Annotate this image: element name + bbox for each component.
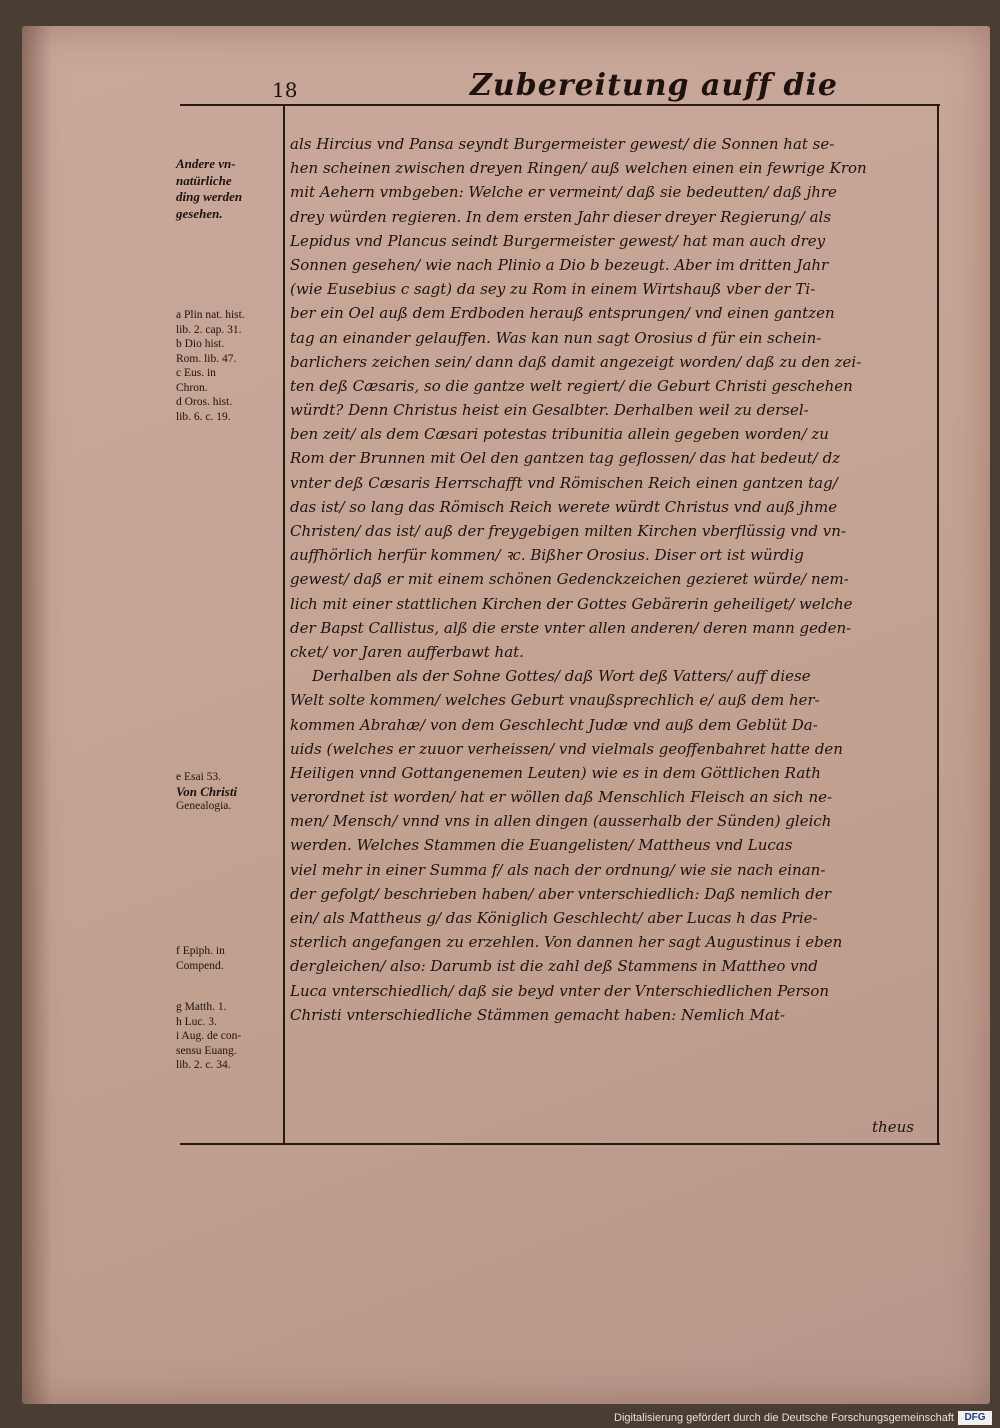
marginal-line: Von Christi xyxy=(176,783,238,799)
text-line: ber ein Oel auß dem Erdboden herauß entsprungen/ vnd einen gantzen xyxy=(290,304,835,323)
text-line: Sonnen gesehen/ wie nach Plinio a Dio b bezeugt. Aber im dritten Jahr xyxy=(290,255,829,274)
text-line: ben zeit/ als dem Cæsari potestas tribunitia allein gegeben worden/ zu xyxy=(290,425,829,444)
text-line: barlichers zeichen sein/ dann daß damit angezeigt worden/ daß zu den zei- xyxy=(290,352,862,371)
main-text-column xyxy=(290,132,936,1027)
marginal-note-2 xyxy=(176,308,276,424)
marginal-line: Chron. xyxy=(176,381,208,394)
marginal-line: lib. 2. c. 34. xyxy=(176,1059,231,1071)
marginal-line: d Oros. hist. xyxy=(176,396,233,408)
running-head: Zubereitung auff die xyxy=(470,68,838,103)
marginal-line: Andere vn- xyxy=(176,156,236,171)
marginal-note-1 xyxy=(176,156,276,222)
marginal-line: i Aug. de con- xyxy=(176,1030,242,1042)
bottom-rule xyxy=(180,1143,940,1145)
marginal-line: h Luc. 3. xyxy=(176,1015,217,1028)
text-line: tag an einander gelauffen. Was kan nun sagt Orosius d für ein schein- xyxy=(290,328,822,347)
text-line: Lepidus vnd Plancus seindt Burgermeister gewest/ hat man auch drey xyxy=(290,231,826,250)
right-rule xyxy=(937,104,939,1144)
marginal-note-3 xyxy=(176,770,276,814)
margin-divider-rule xyxy=(283,106,285,1144)
marginal-line: sensu Euang. xyxy=(176,1044,237,1057)
text-line: der Bapst Callistus, alß die erste vnter allen anderen/ deren mann geden- xyxy=(290,618,852,637)
text-line: (wie Eusebius c sagt) da sey zu Rom in einem Wirtshauß vber der Ti- xyxy=(290,280,816,299)
dfg-logo: DFG xyxy=(958,1411,992,1425)
text-line: cket/ vor Jaren aufferbawt hat. xyxy=(290,642,524,661)
marginal-line: Compend. xyxy=(176,959,224,972)
marginal-line: c Eus. in xyxy=(176,367,216,379)
text-line: mit Aehern vmbgeben: Welche er vermeint/ daß sie bedeutten/ daß jhre xyxy=(290,183,837,202)
text-line: Rom der Brunnen mit Oel den gantzen tag geflossen/ das hat bedeut/ dz xyxy=(290,449,841,468)
text-line: uids (welches er zuuor verheissen/ vnd vielmals geoffenbahret hatte den xyxy=(290,739,843,758)
marginal-line: f Epiph. in xyxy=(176,945,225,957)
marginal-line: ding werden xyxy=(176,189,243,204)
catchword: theus xyxy=(872,1118,914,1136)
text-line: würdt? Denn Christus heist ein Gesalbter. Derhalben weil zu dersel- xyxy=(290,401,809,420)
marginal-line: natürliche xyxy=(176,172,232,188)
text-line: men/ Mensch/ vnnd vns in allen dingen (ausserhalb der Sünden) gleich xyxy=(290,812,832,831)
marginal-line: lib. 6. c. 19. xyxy=(176,410,231,423)
footer-credit: Digitalisierung gefördert durch die Deutsche Forschungsgemeinschaft xyxy=(614,1412,954,1424)
text-line: werden. Welches Stammen die Euangelisten/ Mattheus vnd Lucas xyxy=(290,836,793,855)
text-line: das ist/ so lang das Römisch Reich werete würdt Christus vnd auß jhme xyxy=(290,497,838,516)
text-line: sterlich angefangen zu erzehlen. Von dannen her sagt Augustinus i eben xyxy=(290,933,843,952)
marginal-line: gesehen. xyxy=(176,205,223,221)
marginal-note-5 xyxy=(176,1000,276,1073)
text-line: kommen Abrahæ/ von dem Geschlecht Judæ vnd auß dem Geblüt Da- xyxy=(290,715,818,734)
top-rule xyxy=(180,104,940,106)
page-spine-shadow xyxy=(22,26,52,1404)
text-line: Luca vnterschiedlich/ daß sie beyd vnter der Vnterschiedlichen Person xyxy=(290,981,830,1000)
text-line: drey würden regieren. In dem ersten Jahr dieser dreyer Regierung/ als xyxy=(290,207,832,226)
text-line: ten deß Cæsaris, so die gantze welt regiert/ die Geburt Christi geschehen xyxy=(290,376,853,395)
text-line: Heiligen vnnd Gottangenemen Leuten) wie es in dem Göttlichen Rath xyxy=(290,763,821,782)
text-line: ein/ als Mattheus g/ das Königlich Geschlecht/ aber Lucas h das Prie- xyxy=(290,909,818,927)
text-line: hen scheinen zwischen dreyen Ringen/ auß welchen einen ein fewrige Kron xyxy=(290,159,867,178)
text-line: als Hircius vnd Pansa seyndt Burgermeister gewest/ die Sonnen hat se- xyxy=(290,135,835,153)
marginal-note-4 xyxy=(176,944,276,973)
text-line: vnter deß Cæsaris Herrschafft vnd Römischen Reich einen gantzen tag/ xyxy=(290,473,838,492)
marginal-line: lib. 2. cap. 31. xyxy=(176,323,242,336)
text-line: der gefolgt/ beschrieben haben/ aber vnterschiedlich: Daß nemlich der xyxy=(290,884,831,903)
page-number: 18 xyxy=(272,78,298,102)
text-line: Derhalben als der Sohne Gottes/ daß Wort deß Vatters/ auff diese xyxy=(312,667,811,686)
text-line: gewest/ daß er mit einem schönen Gedenckzeichen gezieret würde/ nem- xyxy=(290,570,849,589)
marginal-line: a Plin nat. hist. xyxy=(176,309,245,321)
marginal-line: e Esai 53. xyxy=(176,771,222,783)
text-line: Christen/ das ist/ auß der freygebigen milten Kirchen vberflüssig vnd vn- xyxy=(290,522,846,540)
text-line: verordnet ist worden/ hat er wöllen daß Menschlich Fleisch an sich ne- xyxy=(290,788,833,807)
marginal-line: Genealogia. xyxy=(176,800,232,812)
marginal-line: b Dio hist. xyxy=(176,338,225,350)
marginal-line: g Matth. 1. xyxy=(176,1001,227,1013)
marginal-line: Rom. lib. 47. xyxy=(176,352,237,365)
text-line: viel mehr in einer Summa f/ als nach der ordnung/ wie sie nach einan- xyxy=(290,860,826,879)
text-line: lich mit einer stattlichen Kirchen der Gottes Gebärerin geheiliget/ welche xyxy=(290,594,853,613)
text-line: dergleichen/ also: Darumb ist die zahl deß Stammens in Mattheo vnd xyxy=(290,957,818,976)
text-line: Christi vnterschiedliche Stämmen gemacht haben: Nemlich Mat- xyxy=(290,1005,786,1024)
text-line: Welt solte kommen/ welches Geburt vnaußsprechlich e/ auß dem her- xyxy=(290,691,820,710)
text-line: auffhörlich herfür kommen/ ꝛc. Bißher Orosius. Diser ort ist würdig xyxy=(290,546,804,565)
